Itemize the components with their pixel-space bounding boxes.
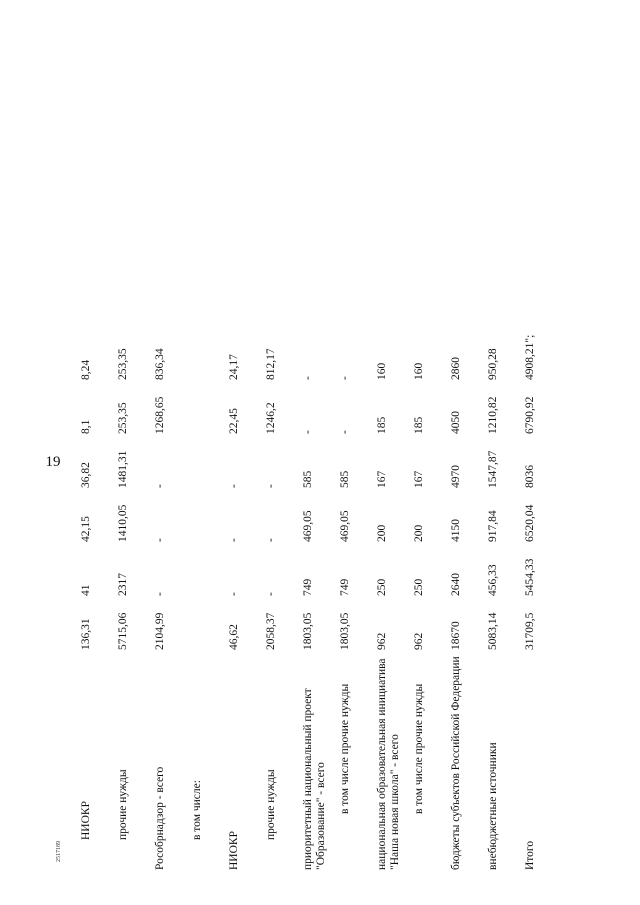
table-cell: 2317 [117, 573, 129, 596]
table-cell: 4050 [450, 411, 462, 434]
table-cell [191, 596, 228, 650]
table-row [524, 326, 561, 870]
table-cell: 22,45 [228, 408, 240, 434]
table-cell: 185 [413, 416, 425, 434]
table-row [413, 326, 450, 870]
row-label: НИОКР [228, 831, 240, 870]
row-label: в том числе прочие нужды [413, 683, 425, 814]
table-cell: - [154, 592, 166, 596]
row-label: НИОКР [80, 801, 92, 840]
row-label: приоритетный национальный проект "Образование" - всего [302, 688, 327, 870]
table-row [228, 326, 265, 870]
table-cell: 962 [376, 632, 388, 650]
table-cell: 2058,37 [265, 612, 277, 650]
table-cell: 42,15 [80, 516, 92, 542]
table-row [376, 326, 413, 870]
table-cell: 2860 [450, 357, 462, 380]
table-cell: - [302, 376, 314, 380]
table-cell: 1547,87 [487, 450, 499, 488]
table-cell: 6520,04 [524, 504, 536, 542]
table-cell: 24,17 [228, 354, 240, 380]
table-cell: 962 [413, 632, 425, 650]
document-code: 2517189 [56, 841, 62, 862]
table-cell: 1210,82 [487, 396, 499, 434]
table-cell: 5454,33 [524, 558, 536, 596]
table-cell: 5083,14 [487, 612, 499, 650]
table-cell [191, 380, 228, 434]
table-cell: 2104,99 [154, 612, 166, 650]
table-cell: 185 [376, 416, 388, 434]
table-cell: 469,05 [339, 510, 351, 542]
table-cell: 36,82 [80, 462, 92, 488]
table-cell: - [339, 430, 351, 434]
table-cell: 136,31 [80, 618, 92, 650]
table-cell: 749 [302, 578, 314, 596]
table-row [117, 326, 154, 870]
row-label: прочие нужды [265, 769, 277, 840]
table-cell: 167 [413, 470, 425, 488]
rotated-table-container [80, 300, 580, 870]
table-cell: 456,33 [487, 564, 499, 596]
table-cell: 1803,05 [302, 612, 314, 650]
table-cell: 469,05 [302, 510, 314, 542]
table-cell: - [154, 484, 166, 488]
table-cell: 1246,2 [265, 402, 277, 434]
table-cell: 253,35 [117, 348, 129, 380]
table-cell: - [228, 538, 240, 542]
budget-table [80, 326, 561, 870]
table-row [302, 326, 339, 870]
table-cell [191, 326, 228, 380]
table-row [487, 326, 524, 870]
table-cell: 4908,21"; [524, 334, 536, 380]
table-cell: 6790,92 [524, 396, 536, 434]
table-cell: 2640 [450, 573, 462, 596]
table-cell: - [339, 376, 351, 380]
row-label: прочие нужды [117, 769, 129, 840]
table-cell: 8,24 [80, 359, 92, 380]
table-cell [191, 542, 228, 596]
table-cell [191, 434, 228, 488]
row-label: внебюджетные источники [487, 742, 499, 870]
table-cell: 5715,06 [117, 612, 129, 650]
table-cell: 160 [413, 362, 425, 380]
table-cell: 4970 [450, 465, 462, 488]
row-label: в том числе: [191, 780, 203, 840]
table-cell: 41 [80, 584, 92, 596]
table-cell: - [265, 538, 277, 542]
table-cell: - [265, 484, 277, 488]
table-cell: 749 [339, 578, 351, 596]
table-cell: 200 [376, 524, 388, 542]
table-cell: - [302, 430, 314, 434]
row-label: национальная образовательная инициатива "Наша новая школа" - всего [376, 658, 401, 870]
table-cell: 812,17 [265, 348, 277, 380]
row-label: Итого [524, 840, 536, 870]
table-cell: 4150 [450, 519, 462, 542]
table-cell: - [228, 592, 240, 596]
table-cell: 585 [339, 470, 351, 488]
table-row [154, 326, 191, 870]
table-cell: 836,34 [154, 348, 166, 380]
page-number: 19 [45, 454, 61, 470]
table-cell: 917,84 [487, 510, 499, 542]
table-row [450, 326, 487, 870]
table-cell: 250 [413, 578, 425, 596]
row-label: бюджеты субъектов Российской Федерации [450, 656, 462, 870]
table-cell: 31709,5 [524, 612, 536, 650]
table-cell: 253,35 [117, 402, 129, 434]
table-cell [191, 488, 228, 542]
table-row [191, 326, 228, 870]
table-cell: 8036 [524, 465, 536, 488]
table-cell: 1481,31 [117, 450, 129, 488]
table-cell: - [228, 484, 240, 488]
table-cell: 46,62 [228, 624, 240, 650]
table-cell: 8,1 [80, 419, 92, 434]
table-cell: 160 [376, 362, 388, 380]
table-cell: 1410,05 [117, 504, 129, 542]
table-cell: 585 [302, 470, 314, 488]
table-cell: - [154, 538, 166, 542]
table-cell: - [265, 592, 277, 596]
table-cell: 167 [376, 470, 388, 488]
row-label: Рособрнадзор - всего [154, 766, 166, 870]
row-label: в том числе прочие нужды [339, 683, 351, 814]
table-cell: 950,28 [487, 348, 499, 380]
table-row [80, 326, 117, 870]
table-row [265, 326, 302, 870]
table-cell: 250 [376, 578, 388, 596]
table-row [339, 326, 376, 870]
table-cell: 1803,05 [339, 612, 351, 650]
table-cell: 1268,65 [154, 396, 166, 434]
table-cell: 18670 [450, 621, 462, 650]
table-cell: 200 [413, 524, 425, 542]
